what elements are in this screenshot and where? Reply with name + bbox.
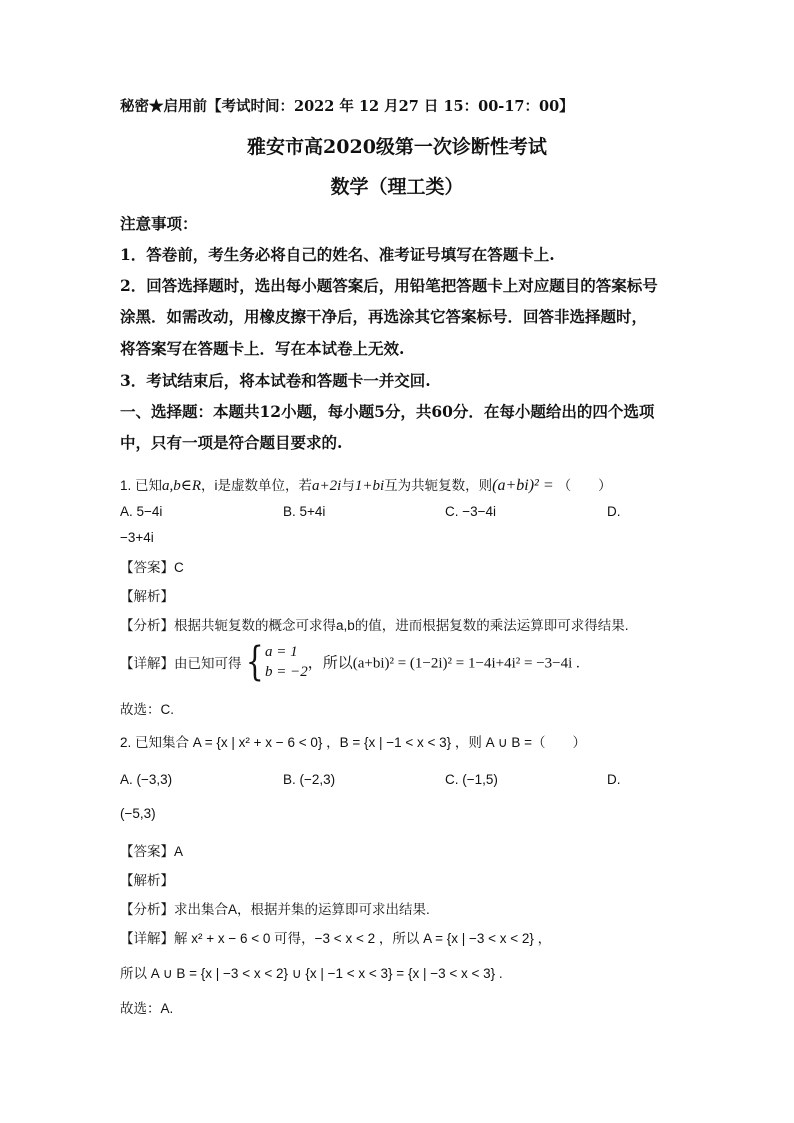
exam-title: 雅安市高2020级第一次诊断性考试 bbox=[247, 136, 547, 158]
q1-answer: 【答案】C bbox=[120, 560, 184, 575]
q1-expr-1: a+2i bbox=[312, 478, 342, 494]
q1-analysis-tag: 【解析】 bbox=[120, 589, 174, 604]
section-heading-line-1: 一、选择题：本题共12小题，每小题5分，共60分．在每小题给出的四个选项 bbox=[120, 402, 655, 421]
q2-detail-line-2: 所以 A ∪ B = {x | −3 < x < 2} ∪ {x | −1 < x < 3} = {x | −3 < x < 3} . bbox=[120, 966, 503, 981]
q1-option-a: A. 5−4i bbox=[120, 504, 163, 519]
q2-option-d: D. bbox=[607, 772, 621, 787]
q1-fenxi: 【分析】根据共轭复数的概念可求得a,b的值，进而根据复数的乘法运算即可求得结果. bbox=[120, 618, 629, 633]
q1-mid-3: 互为共轭复数，则 bbox=[384, 478, 493, 493]
q1-system-line-b: b = −2 bbox=[264, 664, 308, 680]
exam-subtitle: 数学（理工类） bbox=[330, 176, 464, 198]
q2-detail-line-1: 【详解】解 x² + x − 6 < 0 可得，−3 < x < 2 ，所以 A = {x | −3 < x < 2} ， bbox=[120, 931, 552, 946]
q2-fenxi: 【分析】求出集合A，根据并集的运算即可求出结果. bbox=[120, 902, 430, 917]
q2-answer: 【答案】A bbox=[120, 844, 184, 859]
notice-item-2-line-1: 2．回答选择题时，选出每小题答案后，用铅笔把答题卡上对应题目的答案标号 bbox=[120, 276, 658, 295]
notice-item-2-line-2: 涂黑．如需改动，用橡皮擦干净后，再选涂其它答案标号．回答非选择题时， bbox=[120, 307, 648, 326]
secret-exam-time-line: 秘密★启用前【考试时间：2022 年 12 月27 日 15：00-17：00】 bbox=[120, 98, 574, 115]
q1-blank-paren: （ ） bbox=[557, 478, 612, 493]
q1-detail bbox=[120, 639, 580, 685]
q1-conclusion: 故选：C. bbox=[120, 702, 174, 717]
notice-item-1: 1．答卷前，考生务必将自己的姓名、准考证号填写在答题卡上. bbox=[120, 245, 555, 264]
q1-option-d: D. bbox=[607, 504, 621, 519]
notice-heading: 注意事项： bbox=[120, 214, 198, 233]
q1-detail-prefix: 【详解】由已知可得 bbox=[120, 656, 242, 671]
q1-expr-3: (a+bi)² = bbox=[492, 477, 554, 494]
notice-item-3: 3．考试结束后，将本试卷和答题卡一并交回. bbox=[120, 371, 431, 390]
q1-expr-2: 1+bi bbox=[354, 478, 385, 494]
section-heading-line-2: 中，只有一项是符合题目要求的. bbox=[120, 433, 343, 452]
question-1-stem bbox=[120, 474, 612, 495]
q1-prefix: 1. 已知 bbox=[120, 478, 163, 493]
system-brace-icon: { bbox=[245, 639, 264, 685]
q1-mid-1: ，i是虚数单位，若 bbox=[201, 478, 313, 493]
q1-option-b: B. 5+4i bbox=[283, 504, 326, 519]
q1-option-c: C. −3−4i bbox=[445, 504, 497, 519]
q2-conclusion: 故选：A. bbox=[120, 1001, 174, 1016]
q2-analysis-tag: 【解析】 bbox=[120, 873, 174, 888]
q1-detail-suffix: ，所以(a+bi)² = (1−2i)² = 1−4i+4i² = −3−4i . bbox=[307, 655, 580, 672]
q1-option-d-value: −3+4i bbox=[120, 530, 154, 545]
q2-option-a: A. (−3,3) bbox=[120, 772, 173, 787]
q1-system-line-a: a = 1 bbox=[264, 644, 298, 660]
q2-option-b: B. (−2,3) bbox=[283, 772, 336, 787]
question-2-stem: 2. 已知集合 A = {x | x² + x − 6 < 0} ，B = {x | −1 < x < 3} ，则 A ∪ B =（ ） bbox=[120, 735, 586, 750]
q1-equation-system bbox=[265, 642, 308, 682]
q2-option-c: C. (−1,5) bbox=[445, 772, 498, 787]
q1-mid-2: 与 bbox=[341, 478, 355, 493]
notice-item-2-line-3: 将答案写在答题卡上．写在本试卷上无效. bbox=[120, 339, 405, 358]
q1-condition: a,b∈R bbox=[162, 478, 202, 494]
q2-option-d-value: (−5,3) bbox=[120, 806, 156, 821]
